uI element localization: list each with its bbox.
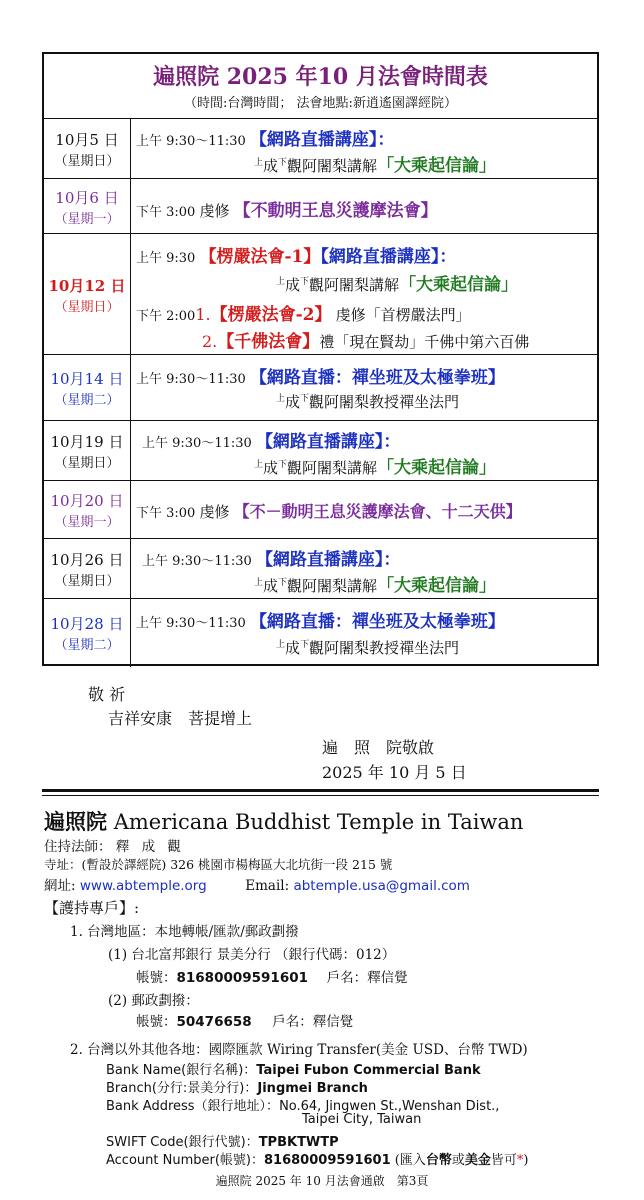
closing-line-2: 吉祥安康 菩提增上 bbox=[108, 709, 253, 728]
bank-address-label: Bank Address（銀行地址）： bbox=[106, 1099, 280, 1114]
event-title: 【不動明王息災護摩法會】 bbox=[233, 201, 438, 221]
honorific-mark: 上 bbox=[276, 277, 286, 287]
teacher-line bbox=[136, 270, 593, 295]
post-account-line bbox=[136, 1010, 353, 1030]
time-label: 下午 2:00 bbox=[136, 309, 196, 324]
page-footer: 遍照院 2025 年 10 月法會通啟 第3頁 bbox=[215, 1174, 429, 1188]
item-number: 1. bbox=[195, 305, 211, 324]
email-link[interactable]: abtemple.usa@gmail.com bbox=[293, 878, 470, 894]
account-label: 帳號： bbox=[136, 970, 177, 986]
divider bbox=[42, 795, 599, 796]
weekday-label: （星期日） bbox=[54, 456, 120, 471]
abbot-label: 住持法師： bbox=[44, 839, 112, 855]
note-star: * bbox=[516, 1153, 524, 1168]
teacher-line bbox=[136, 151, 593, 176]
note-part: (匯入 bbox=[394, 1153, 426, 1168]
date-label: 10月12 日 bbox=[48, 276, 126, 295]
account-number-label: Account Number(帳號)： bbox=[106, 1153, 264, 1168]
weekday-label: （星期日） bbox=[54, 574, 120, 589]
table-row bbox=[44, 480, 597, 539]
schedule-table bbox=[42, 52, 599, 666]
address-line: 寺址：(暫設於譯經院) 326 桃園市楊梅區大北坑街一段 215 號 bbox=[44, 857, 393, 872]
note-part: ) bbox=[523, 1153, 529, 1168]
verb-label: 虔修 bbox=[199, 202, 230, 220]
time-label: 下午 3:00 bbox=[136, 205, 196, 220]
event-desc: 虔修「首楞嚴法門」 bbox=[335, 306, 471, 324]
table-row bbox=[44, 598, 597, 667]
note-part: 皆可 bbox=[490, 1153, 517, 1168]
teacher-text: 觀阿闍梨教授禪坐法門 bbox=[309, 393, 460, 411]
email-label: Email: bbox=[245, 878, 290, 894]
weekday-label: （星期日） bbox=[54, 299, 120, 315]
account-line bbox=[136, 966, 408, 986]
bank-name: Taipei Fubon Commercial Bank bbox=[256, 1063, 481, 1078]
date-label: 10月14 日 bbox=[50, 370, 124, 388]
date-label: 10月6 日 bbox=[55, 188, 119, 207]
time-label: 上午 9:30～11:30 bbox=[142, 554, 252, 569]
honorific-mark: 下 bbox=[278, 578, 288, 588]
holder-name: 釋信覺 bbox=[367, 970, 408, 986]
event-title: 【網路直播講座】： bbox=[255, 432, 401, 452]
bank-name-line bbox=[106, 1059, 481, 1078]
honorific-mark: 上 bbox=[254, 460, 264, 470]
event-title: 【網路直播講座】： bbox=[320, 247, 457, 267]
signature-date: 2025 年 10 月 5 日 bbox=[322, 763, 467, 782]
branch-label: Branch(分行:景美分行)： bbox=[106, 1081, 258, 1096]
table-row bbox=[44, 118, 597, 179]
event-line bbox=[136, 545, 593, 570]
time-label: 上午 9:30～11:30 bbox=[136, 616, 246, 631]
account-number: 81680009591601 bbox=[176, 970, 309, 986]
page-title: 遍照院 2025 年10 月法會時間表 bbox=[153, 64, 488, 90]
honorific-mark: 上 bbox=[254, 578, 264, 588]
event-title: 【楞嚴法會-1】 bbox=[199, 247, 321, 267]
topic-title: 「大乘起信論」 bbox=[377, 458, 497, 478]
date-cell bbox=[44, 539, 131, 599]
event-title: 【網路直播講座】： bbox=[249, 130, 395, 150]
date-cell bbox=[44, 355, 131, 421]
event-line bbox=[136, 499, 593, 522]
note-part: 或 bbox=[451, 1153, 465, 1168]
teacher-line bbox=[136, 391, 593, 412]
post-account-number: 50476658 bbox=[176, 1014, 252, 1030]
topic-title: 「大乘起信論」 bbox=[399, 275, 519, 295]
bank-line: (1) 台北富邦銀行 景美分行 （銀行代碼：012） bbox=[108, 947, 396, 963]
closing-line-1: 敬 祈 bbox=[88, 685, 126, 704]
event-line bbox=[136, 327, 593, 352]
weekday-label: （星期二） bbox=[54, 638, 120, 653]
teacher-name-part: 成 bbox=[285, 639, 301, 657]
time-label: 下午 3:00 bbox=[136, 506, 196, 521]
honorific-mark: 下 bbox=[278, 158, 288, 168]
teacher-line bbox=[136, 571, 593, 596]
temple-name-cn: 遍照院 bbox=[44, 809, 107, 834]
date-cell bbox=[44, 599, 131, 667]
table-row bbox=[44, 233, 597, 355]
divider bbox=[42, 789, 599, 792]
date-label: 10月19 日 bbox=[50, 433, 124, 451]
bank-name-label: Bank Name(銀行名稱)： bbox=[106, 1063, 257, 1078]
abbot-name: 釋 成 觀 bbox=[115, 839, 185, 855]
event-title: 【千佛法會】 bbox=[217, 332, 320, 352]
honorific-mark: 上 bbox=[276, 640, 286, 650]
date-cell bbox=[44, 481, 131, 539]
swift-line bbox=[106, 1131, 339, 1150]
date-label: 10月20 日 bbox=[50, 492, 124, 510]
time-label: 上午 9:30～11:30 bbox=[136, 372, 246, 387]
teacher-name-part: 成 bbox=[263, 577, 279, 595]
date-label: 10月5 日 bbox=[55, 131, 119, 149]
honorific-mark: 上 bbox=[254, 158, 264, 168]
bank-address-1: No.64, Jingwen St.,Wenshan Dist., bbox=[279, 1099, 500, 1114]
teacher-text: 觀阿闍梨教授禪坐法門 bbox=[309, 639, 460, 657]
weekday-label: （星期日） bbox=[54, 154, 120, 169]
verb-label: 虔修 bbox=[199, 503, 230, 521]
branch-name: Jingmei Branch bbox=[257, 1081, 368, 1096]
honorific-mark: 下 bbox=[278, 460, 288, 470]
swift-label: SWIFT Code(銀行代號)： bbox=[106, 1135, 259, 1150]
note-part: 美金 bbox=[464, 1153, 491, 1168]
date-cell bbox=[44, 119, 131, 179]
event-title: 【網路直播：禪坐班及太極拳班】 bbox=[249, 368, 505, 388]
event-line bbox=[136, 427, 593, 452]
teacher-text: 觀阿闍梨講解 bbox=[309, 276, 400, 294]
bank-address-2: Taipei City, Taiwan bbox=[302, 1112, 422, 1127]
abbot-line bbox=[44, 835, 185, 855]
time-label: 上午 9:30～11:30 bbox=[142, 436, 252, 451]
teacher-name-part: 成 bbox=[285, 393, 301, 411]
page-subtitle: （時間:台灣時間； 法會地點:新逍遙園譯經院） bbox=[184, 96, 457, 111]
topic-title: 「大乘起信論」 bbox=[377, 156, 497, 176]
table-row bbox=[44, 538, 597, 599]
temple-name bbox=[44, 806, 523, 836]
support-title: 【護持專戶】: bbox=[44, 899, 140, 917]
event-desc: 禮「現在賢劫」千佛中第六百佛 bbox=[319, 333, 530, 351]
teacher-line bbox=[136, 453, 593, 478]
holder-name: 釋信覺 bbox=[312, 1014, 354, 1030]
event-line bbox=[136, 300, 593, 325]
teacher-text: 觀阿闍梨講解 bbox=[287, 157, 378, 175]
table-row bbox=[44, 420, 597, 481]
account-note bbox=[395, 1153, 529, 1168]
teacher-name-part: 成 bbox=[263, 459, 279, 477]
date-label: 10月26 日 bbox=[50, 551, 124, 569]
honorific-mark: 上 bbox=[276, 394, 286, 404]
event-line bbox=[136, 242, 593, 267]
event-line bbox=[136, 125, 593, 150]
tw-section-title: 1. 台灣地區：本地轉帳/匯款/郵政劃撥 bbox=[70, 924, 299, 940]
teacher-line bbox=[136, 637, 593, 658]
web-label: 網址: bbox=[44, 878, 76, 894]
time-label: 上午 9:30 bbox=[136, 251, 196, 266]
event-line bbox=[136, 196, 593, 221]
account-number-line bbox=[106, 1149, 529, 1168]
holder-label: 戶名： bbox=[272, 1014, 313, 1030]
note-part: 台幣 bbox=[425, 1153, 452, 1168]
honorific-mark: 下 bbox=[300, 640, 310, 650]
date-label: 10月28 日 bbox=[50, 615, 124, 633]
swift-code: TPBKTWTP bbox=[258, 1135, 339, 1150]
weekday-label: （星期一） bbox=[54, 515, 120, 530]
account-label: 帳號： bbox=[136, 1014, 177, 1030]
post-title: (2) 郵政劃撥： bbox=[108, 993, 199, 1009]
contact-line bbox=[44, 874, 470, 894]
temple-name-en: Americana Buddhist Temple in Taiwan bbox=[113, 810, 524, 834]
branch-line bbox=[106, 1077, 368, 1096]
date-cell bbox=[44, 179, 131, 234]
holder-label: 戶名： bbox=[326, 970, 368, 986]
event-title: 【網路直播講座】： bbox=[255, 550, 401, 570]
weekday-label: （星期二） bbox=[54, 393, 120, 408]
table-row bbox=[44, 178, 597, 234]
teacher-name-part: 成 bbox=[263, 157, 279, 175]
event-title: 【網路直播：禪坐班及太極拳班】 bbox=[249, 612, 505, 632]
time-label: 上午 9:30～11:30 bbox=[136, 134, 246, 149]
table-row bbox=[44, 354, 597, 421]
date-cell bbox=[44, 234, 131, 355]
honorific-mark: 下 bbox=[300, 277, 310, 287]
event-title: 【楞嚴法會-2】 bbox=[210, 305, 332, 325]
item-number: 2. bbox=[202, 332, 218, 351]
date-cell bbox=[44, 421, 131, 481]
event-line bbox=[136, 363, 593, 388]
weekday-label: （星期一） bbox=[54, 211, 120, 227]
website-link[interactable]: www.abtemple.org bbox=[79, 878, 207, 894]
intl-section-title: 2. 台灣以外其他各地：國際匯款 Wiring Transfer(美金 USD、台幣 TWD) bbox=[70, 1042, 528, 1058]
signature-line: 遍 照 院敬啟 bbox=[322, 738, 435, 757]
topic-title: 「大乘起信論」 bbox=[377, 576, 497, 596]
event-line bbox=[136, 607, 593, 632]
teacher-text: 觀阿闍梨講解 bbox=[287, 459, 378, 477]
teacher-name-part: 成 bbox=[285, 276, 301, 294]
intl-account-number: 81680009591601 bbox=[264, 1153, 391, 1168]
teacher-text: 觀阿闍梨講解 bbox=[287, 577, 378, 595]
honorific-mark: 下 bbox=[300, 394, 310, 404]
event-title: 【不－動明王息災護摩法會、十二天供】 bbox=[233, 502, 522, 521]
